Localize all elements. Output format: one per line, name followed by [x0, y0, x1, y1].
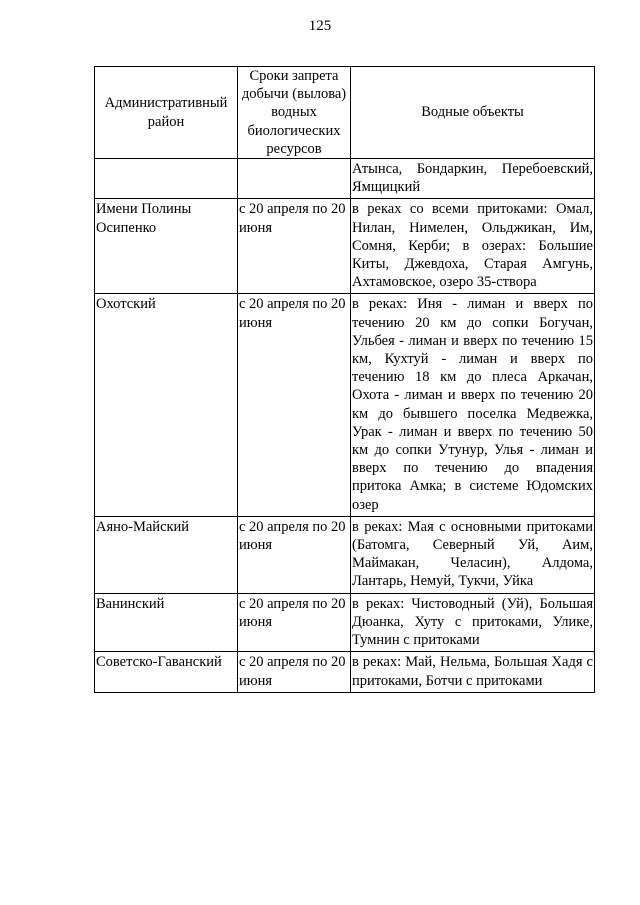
table-row: [95, 593, 595, 652]
district-cell: Имени Полины Осипенко: [95, 199, 238, 294]
objects-cell: в реках: Чистоводный (Уй), Большая Дюанка, Хуту с притоками, Улике, Тумнин с притоками: [351, 593, 595, 652]
regulations-table: [94, 66, 595, 693]
period-cell: с 20 апреля по 20 июня: [238, 652, 351, 692]
period-cell: [238, 159, 351, 199]
district-cell: Ванинский: [95, 593, 238, 652]
page-number: 125: [308, 18, 332, 34]
district-cell: Советско-Гаванский: [95, 652, 238, 692]
table-row: [95, 199, 595, 294]
header-objects: Водные объекты: [351, 67, 595, 159]
objects-cell: в реках: Иня - лиман и вверх по течению 20 км до сопки Богучан, Ульбея - лиман и вверх по течению 15 км, Кухтуй - лиман и вверх по течению 18 км до плеса Аркачан, Охота - лиман и вверх по течению 20 км до бывшего поселка Медвежка, Урак - лиман и вверх по течению 50 км до сопки Утунур, Улья - лиман и вверх по течению до впадения притока Амка; в системе Юдомских озер: [351, 294, 595, 516]
objects-cell: в реках: Мая с основными притоками (Батомга, Северный Уй, Аим, Маймакан, Челасин), Алдома, Лантарь, Немуй, Тукчи, Уйка: [351, 516, 595, 593]
period-cell: с 20 апреля по 20 июня: [238, 294, 351, 516]
header-district: Административный район: [95, 67, 238, 159]
district-cell: Аяно-Майский: [95, 516, 238, 593]
table-row: [95, 159, 595, 199]
district-cell: [95, 159, 238, 199]
objects-cell: в реках: Май, Нельма, Большая Хадя с притоками, Ботчи с притоками: [351, 652, 595, 692]
objects-cell: в реках со всеми притоками: Омал, Нилан, Нимелен, Ольджикан, Им, Сомня, Керби; в озерах: Большие Киты, Джевдоха, Старая Амгунь, Ахтамовское, озеро 35-створа: [351, 199, 595, 294]
period-cell: с 20 апреля по 20 июня: [238, 516, 351, 593]
table-row: [95, 516, 595, 593]
table-row: [95, 652, 595, 692]
table-header-row: [95, 67, 595, 159]
header-period: Сроки запрета добычи (вылова) водных биологических ресурсов: [238, 67, 351, 159]
table-row: [95, 294, 595, 516]
period-cell: с 20 апреля по 20 июня: [238, 199, 351, 294]
period-cell: с 20 апреля по 20 июня: [238, 593, 351, 652]
objects-cell: Атынса, Бондаркин, Перебоевский, Ямщицкий: [351, 159, 595, 199]
district-cell: Охотский: [95, 294, 238, 516]
